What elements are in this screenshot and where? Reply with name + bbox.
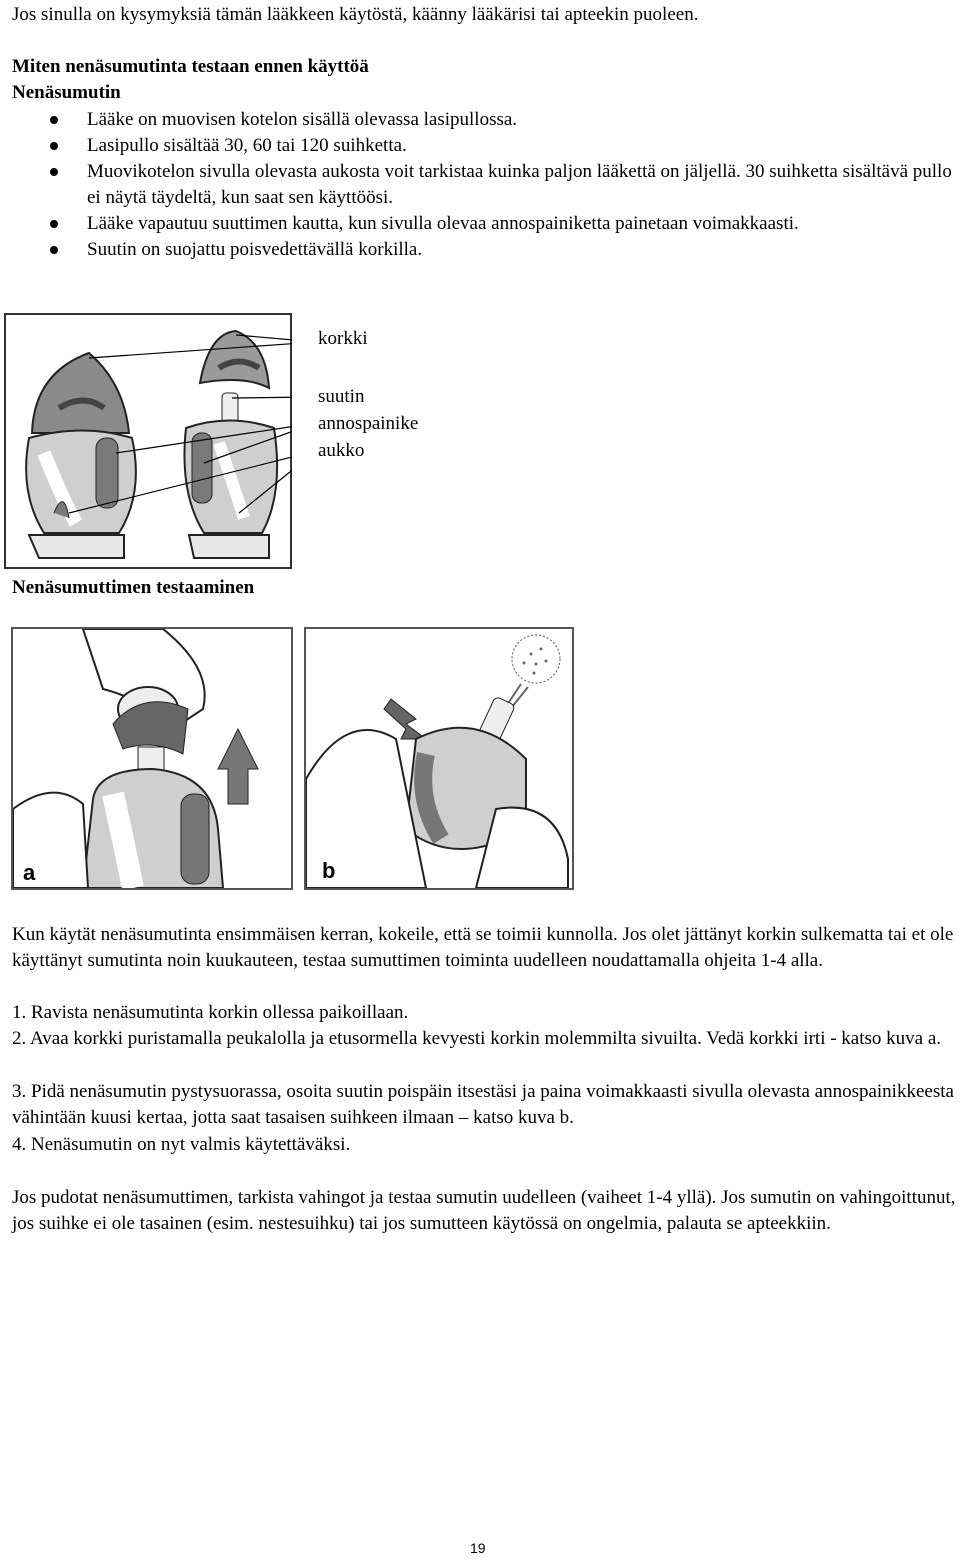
bullet-icon: [50, 116, 58, 124]
photo-label-a: a: [23, 860, 36, 885]
testing-title: Nenäsumuttimen testaaminen: [12, 577, 255, 598]
section-heading: Miten nenäsumutinta testaan ennen käyttöä: [12, 56, 369, 77]
nasal-spray-diagram: [4, 313, 292, 569]
bullet-text: Lääke on muovisen kotelon sisällä olevassa lasipullossa.: [87, 109, 518, 130]
list-item: [12, 133, 957, 159]
step-1: 1. Ravista nenäsumutinta korkin ollessa paikoillaan.: [12, 1002, 409, 1023]
bullet-text: Lääke vapautuu suuttimen kautta, kun sivulla olevaa annospainiketta painetaan voimakkaasti.: [87, 213, 799, 234]
photo-label-b: b: [322, 858, 336, 883]
list-item: [12, 237, 957, 263]
label-window: aukko: [318, 440, 365, 461]
list-item: [12, 211, 957, 237]
bullet-icon: [50, 168, 58, 176]
remove-cap-illustration: [13, 629, 291, 888]
step-2: 2. Avaa korkki puristamalla peukalolla ja etusormella kevyesti korkin molemmilta sivuilta. Vedä korkki irti - katso kuva a.: [12, 1028, 942, 1049]
label-dose-button: annospainike: [318, 413, 419, 434]
step-3: 3. Pidä nenäsumutin pystysuorassa, osoita suutin poispäin itsestäsi ja paina voimakkaasti sivulla olevasta annospainikkeesta vähintään kuusi kertaa, jotta saat tasaisen suihkeen ilmaan – katso kuva b.: [12, 1081, 954, 1128]
bullet-text: Lasipullo sisältää 30, 60 tai 120 suihketta.: [87, 135, 407, 156]
bullet-text: Muovikotelon sivulla olevasta aukosta voit tarkistaa kuinka paljon lääkettä on jäljellä. 30 suihketta sisältävä pullo ei näytä täydeltä, kun saat sen käyttöösi.: [87, 161, 952, 208]
list-item: [12, 159, 957, 211]
subheading: Nenäsumutin: [12, 82, 121, 103]
bullet-icon: [50, 220, 58, 228]
label-nozzle: suutin: [318, 386, 365, 407]
page-number: 19: [470, 1540, 486, 1556]
intro-text: Jos sinulla on kysymyksiä tämän lääkkeen käytöstä, käänny lääkärisi tai apteekin puoleen.: [12, 4, 699, 25]
bullet-icon: [50, 246, 58, 254]
bullet-icon: [50, 142, 58, 150]
bullet-text: Suutin on suojattu poisvedettävällä korkilla.: [87, 239, 423, 260]
spray-test-illustration: [306, 629, 572, 888]
label-cap: korkki: [318, 328, 368, 349]
step-4: 4. Nenäsumutin on nyt valmis käytettäväksi.: [12, 1134, 351, 1155]
bullet-list: [12, 107, 957, 263]
dropped-device-paragraph: Jos pudotat nenäsumuttimen, tarkista vahingot ja testaa sumutin uudelleen (vaiheet 1-4 yllä). Jos sumutin on vahingoittunut, jos suihke ei ole tasainen (esim. nestesuihku) tai jos sumutteen käytössä on ongelmia, palauta se apteekkiin.: [12, 1187, 956, 1234]
list-item: [12, 107, 957, 133]
photo-b: [304, 627, 574, 890]
photo-a: [11, 627, 293, 890]
first-use-paragraph: Kun käytät nenäsumutinta ensimmäisen kerran, kokeile, että se toimii kunnolla. Jos olet jättänyt korkin sulkematta tai et ole käyttänyt sumutinta noin kuukauteen, testaa sumuttimen toiminta uudelleen noudattamalla ohjeita 1-4 alla.: [12, 924, 954, 971]
